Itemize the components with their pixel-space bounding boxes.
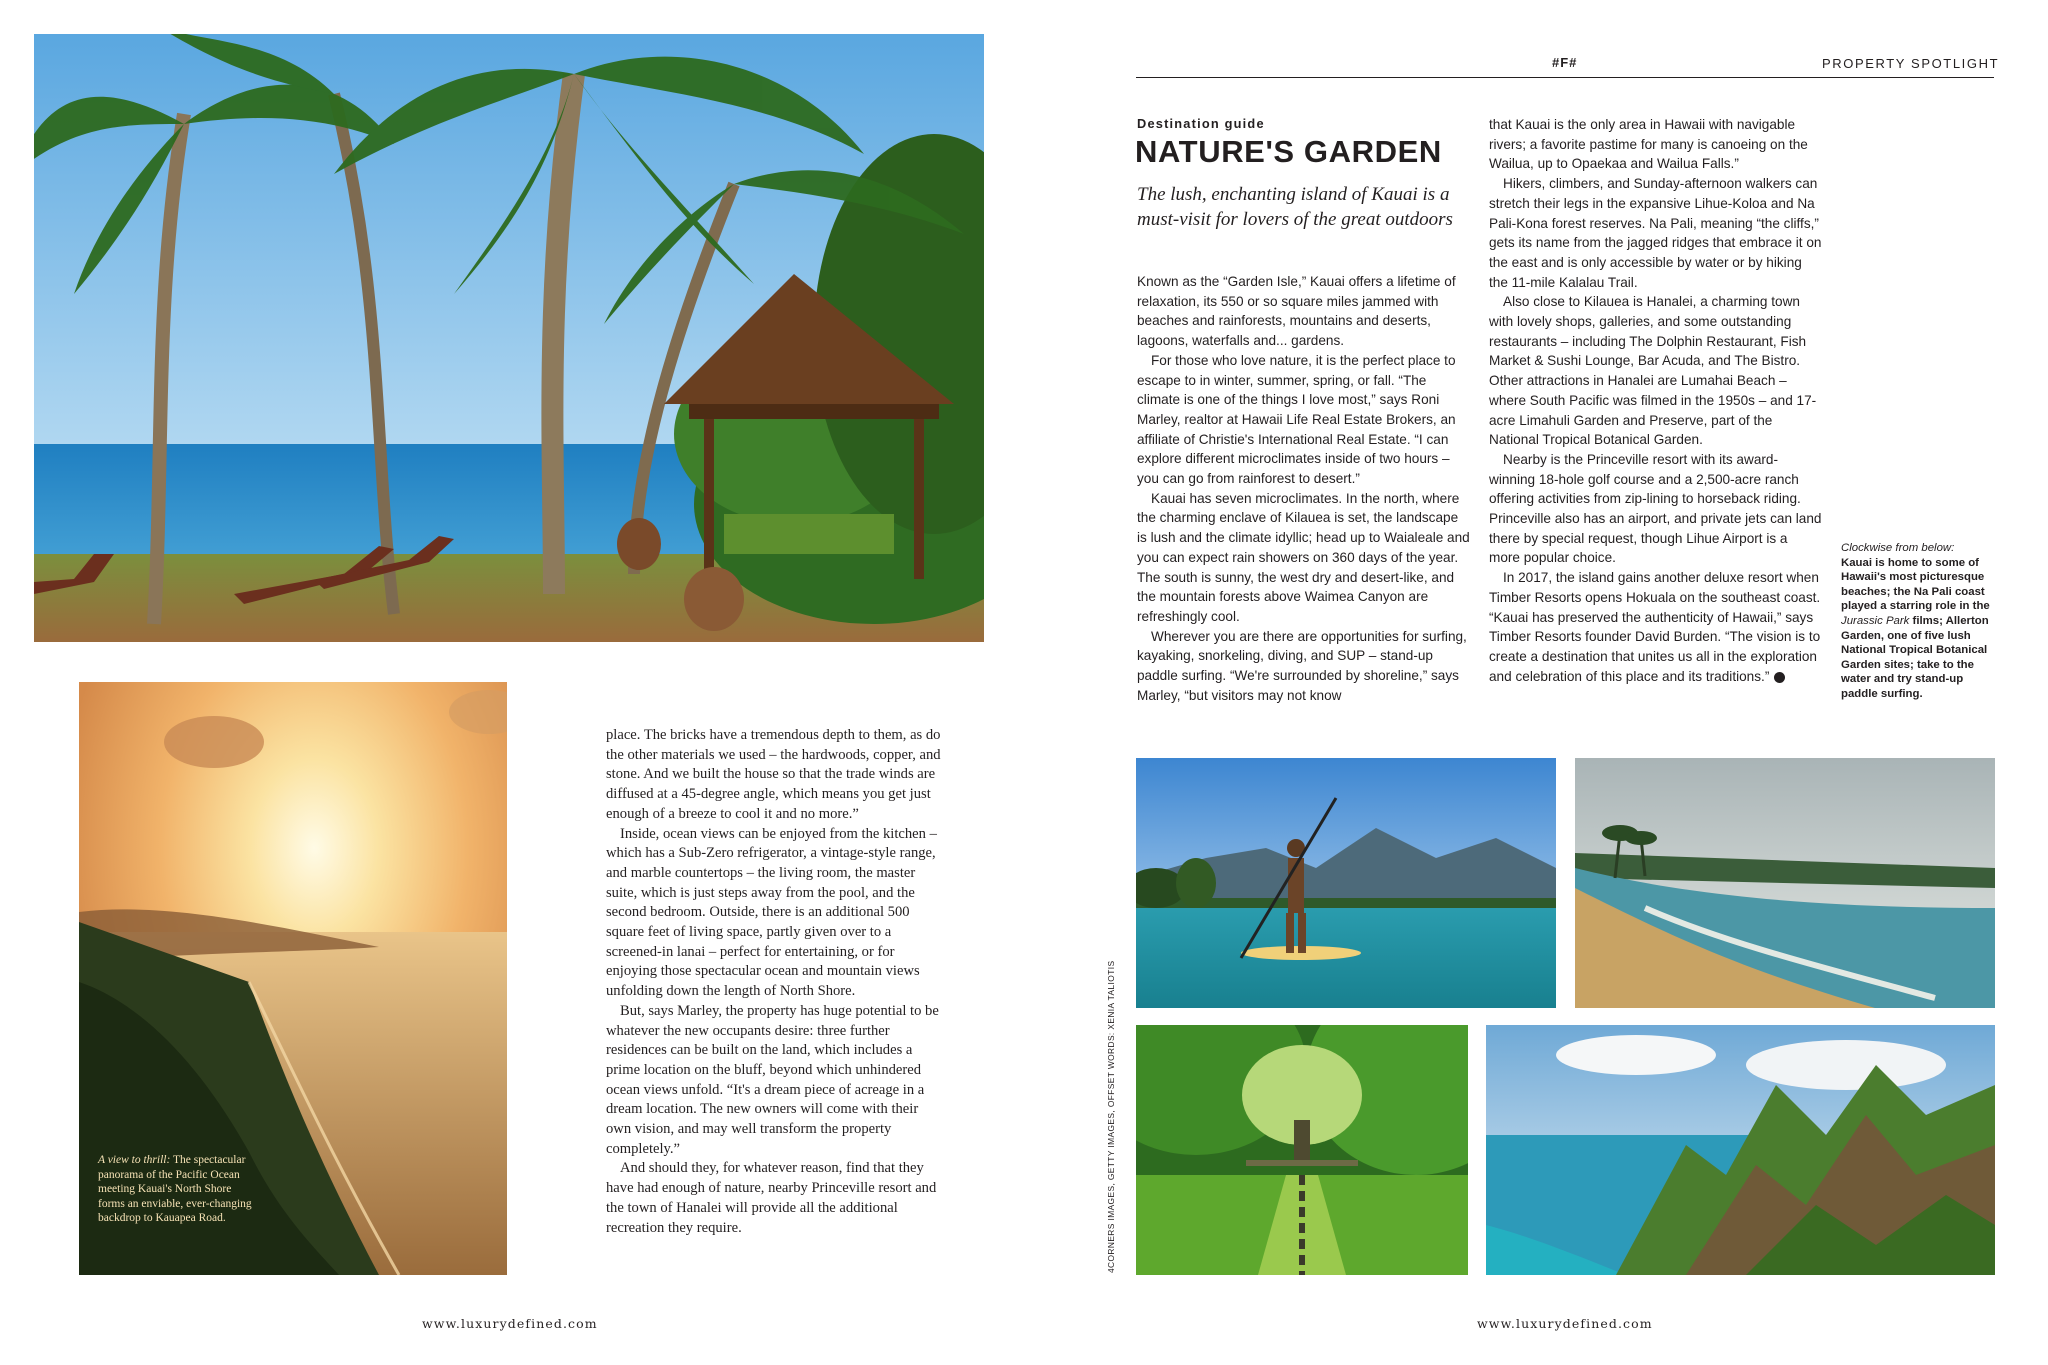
article-paragraph: Also close to Kilauea is Hanalei, a charming town with lovely shops, galleries, and some outstanding restaurants – including The Dolphin Restaurant, Fish Market & Sushi Lounge, Bar Acuda, and The Bistro. Other attractions in Hanalei are Lumahai Beach – where South Pacific was filmed in the 1950s – and 17-acre Limahuli Garden and Preserve, part of the National Tropical Botanical Garden. bbox=[1489, 294, 1817, 448]
article-column-1 bbox=[1137, 272, 1470, 705]
allerton-garden-photo bbox=[1136, 1025, 1468, 1275]
body-paragraph: And should they, for whatever reason, find that they have had enough of nature, nearby Princeville resort and the town of Hanalei will provide all the additional recreation they require. bbox=[606, 1160, 937, 1236]
side-caption-text: Kauai is home to some of Hawaii's most picturesque beaches; the Na Pali coast played a starring role in the bbox=[1841, 556, 1990, 613]
header-rule bbox=[1136, 77, 1994, 78]
article-paragraph: Nearby is the Princeville resort with its award-winning 18-hole golf course and a 2,500-acre ranch offering activities from zip-lining to horseback riding. Princeville also has an airport, and private jets can land there by special request, though Lihue Airport is a more popular choice. bbox=[1489, 451, 1822, 566]
beach-photo bbox=[1575, 758, 1995, 1008]
side-caption bbox=[1841, 541, 1996, 702]
side-caption-lead: Clockwise from below: bbox=[1841, 542, 1955, 554]
body-paragraph: Inside, ocean views can be enjoyed from the kitchen – which has a Sub-Zero refrigerator, a vintage-style range, and marble countertops – the living room, the master suite, which is just steps away from the pool, and the second bedroom. Outside, there is an additional 500 square feet of living space, partly given over to a screened-in lanai – perfect for entertaining, or for enjoying those spectacular ocean and mountain views unfolding down the length of North Shore. bbox=[606, 825, 937, 1000]
article-paragraph: In 2017, the island gains another deluxe resort when Timber Resorts opens Hokuala on the southeast coast. “Kauai has preserved the authenticity of Hawaii,” says Timber Resorts founder David Burden. “The vision is to create a destination that unites us all in the exploration and celebration of this place and its traditions.” bbox=[1489, 570, 1821, 684]
side-caption-film: Jurassic Park bbox=[1841, 614, 1910, 627]
paddle-board-photo bbox=[1136, 758, 1556, 1008]
headline: NATURE'S GARDEN bbox=[1135, 134, 1442, 169]
folio-right[interactable]: www.luxurydefined.com bbox=[1477, 1316, 1653, 1331]
sunset-photo-caption bbox=[98, 1153, 258, 1226]
header-mark: #F# bbox=[1552, 55, 1578, 70]
caption-text: The spectacular panorama of the Pacific Ocean meeting Kauai's North Shore forms an enviable, ever-changing backdrop to Kauapea Road. bbox=[98, 1154, 252, 1225]
photo-credit: 4CORNERS IMAGES, GETTY IMAGES, OFFSET WORDS: XENIA TALIOTIS bbox=[1106, 960, 1116, 1273]
article-paragraph: Known as the “Garden Isle,” Kauai offers a lifetime of relaxation, its 550 or so square miles jammed with beaches and rainforests, mountains and deserts, lagoons, waterfalls and... gardens. bbox=[1137, 274, 1456, 349]
standfirst: The lush, enchanting island of Kauai is a must-visit for lovers of the great outdoors bbox=[1137, 184, 1453, 230]
kicker: Destination guide bbox=[1137, 116, 1265, 131]
article-paragraph: Wherever you are there are opportunities for surfing, kayaking, snorkeling, diving, and SUP – stand-up paddle surfing. “We're surrounded by shoreline,” says Marley, “but visitors may not know bbox=[1137, 628, 1467, 703]
section-label: PROPERTY SPOTLIGHT bbox=[1822, 56, 2000, 71]
article-paragraph: Kauai has seven microclimates. In the north, where the charming enclave of Kilauea is set, the landscape is lush and the climate idyllic; head up to Waialeale and you can expect rain showers on 360 days of the year. The south is sunny, the west dry and desert-like, and the mountain forests above Waimea Canyon are refreshingly cool. bbox=[1137, 490, 1470, 624]
left-body-column bbox=[606, 726, 941, 1238]
caption-lead: A view to thrill: bbox=[98, 1154, 171, 1166]
article-paragraph: that Kauai is the only area in Hawaii with navigable rivers; a favorite pastime for many is canoeing on the Wailua, up to Opaekaa and Wailua Falls.” bbox=[1489, 117, 1808, 172]
article-paragraph: For those who love nature, it is the perfect place to escape to in winter, summer, spring, or fall. “The climate is one of the things I love most,” says Roni Marley, realtor at Hawaii Life Real Estate Brokers, an affiliate of Christie's International Real Estate. “I can explore different microclimates inside of two hours – you can go from rainforest to desert.” bbox=[1137, 352, 1456, 487]
side-caption-text: films; Allerton Garden, one of five lush National Tropical Botanical Garden sites; take to the water and try stand-up paddle surfing. bbox=[1841, 614, 1989, 700]
body-paragraph: But, says Marley, the property has huge potential to be whatever the new occupants desire: three further residences can be built on the land, which includes a prime location on the bluff, beyond which unhindered ocean views unfold. “It's a dream piece of acreage in a dream location. The new owners will come with their own vision, and may well transform the property completely.” bbox=[606, 1002, 939, 1157]
hero-photo-palm-gazebo bbox=[34, 34, 984, 642]
folio-left[interactable]: www.luxurydefined.com bbox=[422, 1316, 598, 1331]
body-paragraph: place. The bricks have a tremendous depth to them, as do the other materials we used – the hardwoods, copper, and stone. And we built the house so that the trade winds are diffused at a 45-degree angle, which means you get just enough of a breeze to cool it and no more.” bbox=[606, 727, 941, 822]
article-column-2 bbox=[1489, 115, 1822, 686]
na-pali-coast-photo bbox=[1486, 1025, 1995, 1275]
article-paragraph: Hikers, climbers, and Sunday-afternoon walkers can stretch their legs in the expansive Lihue-Koloa and Na Pali-Kona forest reserves. Na Pali, meaning “the cliffs,” gets its name from the jagged ridges that embrace it on the east and is only accessible by water or by hiking the 11-mile Kalalau Trail. bbox=[1489, 176, 1822, 290]
end-mark-icon bbox=[1774, 672, 1785, 683]
